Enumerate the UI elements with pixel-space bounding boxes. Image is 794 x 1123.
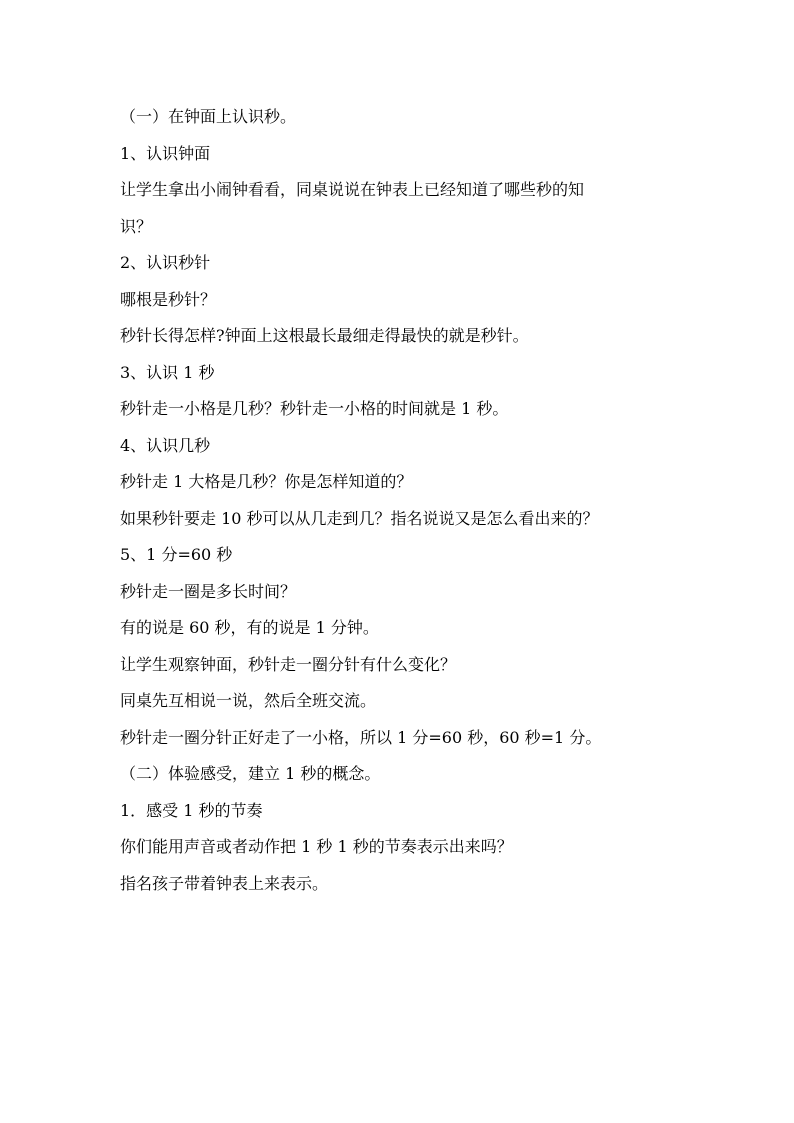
paragraph-line: 让学生观察钟面，秒针走一圈分针有什么变化？ (120, 654, 457, 674)
subheading-several-seconds: 4、认识几秒 (120, 435, 211, 455)
paragraph-line: 同桌先互相说一说，然后全班交流。 (120, 691, 377, 710)
paragraph-line: 让学生拿出小闹钟看看，同桌说说在钟表上已经知道了哪些秒的知 (120, 180, 585, 199)
paragraph-line: 秒针走一小格是几秒？秒针走一小格的时间就是 1 秒。 (120, 399, 509, 418)
paragraph-line: 哪根是秒针？ (120, 289, 217, 309)
section-heading-2: （二）体验感受，建立 1 秒的概念。 (120, 764, 381, 783)
paragraph-line: 如果秒针要走 10 秒可以从几走到几？指名说说又是怎么看出来的？ (120, 508, 599, 528)
section-heading-1: （一）在钟面上认识秒。 (120, 107, 297, 126)
document-body (120, 102, 690, 905)
subheading-feel-rhythm: 1．感受 1 秒的节奏 (120, 800, 263, 820)
paragraph-line: 秒针走 1 大格是几秒？你是怎样知道的？ (120, 472, 413, 491)
subheading-minute-equals-seconds: 5、1 分=60 秒 (120, 545, 233, 564)
subheading-clock-face: 1、认识钟面 (120, 143, 211, 163)
paragraph-line: 有的说是 60 秒，有的说是 1 分钟。 (120, 618, 379, 637)
paragraph-line: 指名孩子带着钟表上来表示。 (120, 873, 329, 893)
paragraph-line: 你们能用声音或者动作把 1 秒 1 秒的节奏表示出来吗？ (120, 837, 513, 856)
subheading-second-hand: 2、认识秒针 (120, 253, 211, 272)
paragraph-line: 识？ (120, 216, 153, 236)
paragraph-line: 秒针走一圈是多长时间？ (120, 581, 297, 601)
paragraph-line: 秒针长得怎样?钟面上这根最长最细走得最快的就是秒针。 (120, 326, 529, 345)
paragraph-line: 秒针走一圈分针正好走了一小格，所以 1 分=60 秒，60 秒=1 分。 (120, 727, 602, 747)
subheading-one-second: 3、认识 1 秒 (120, 362, 215, 382)
